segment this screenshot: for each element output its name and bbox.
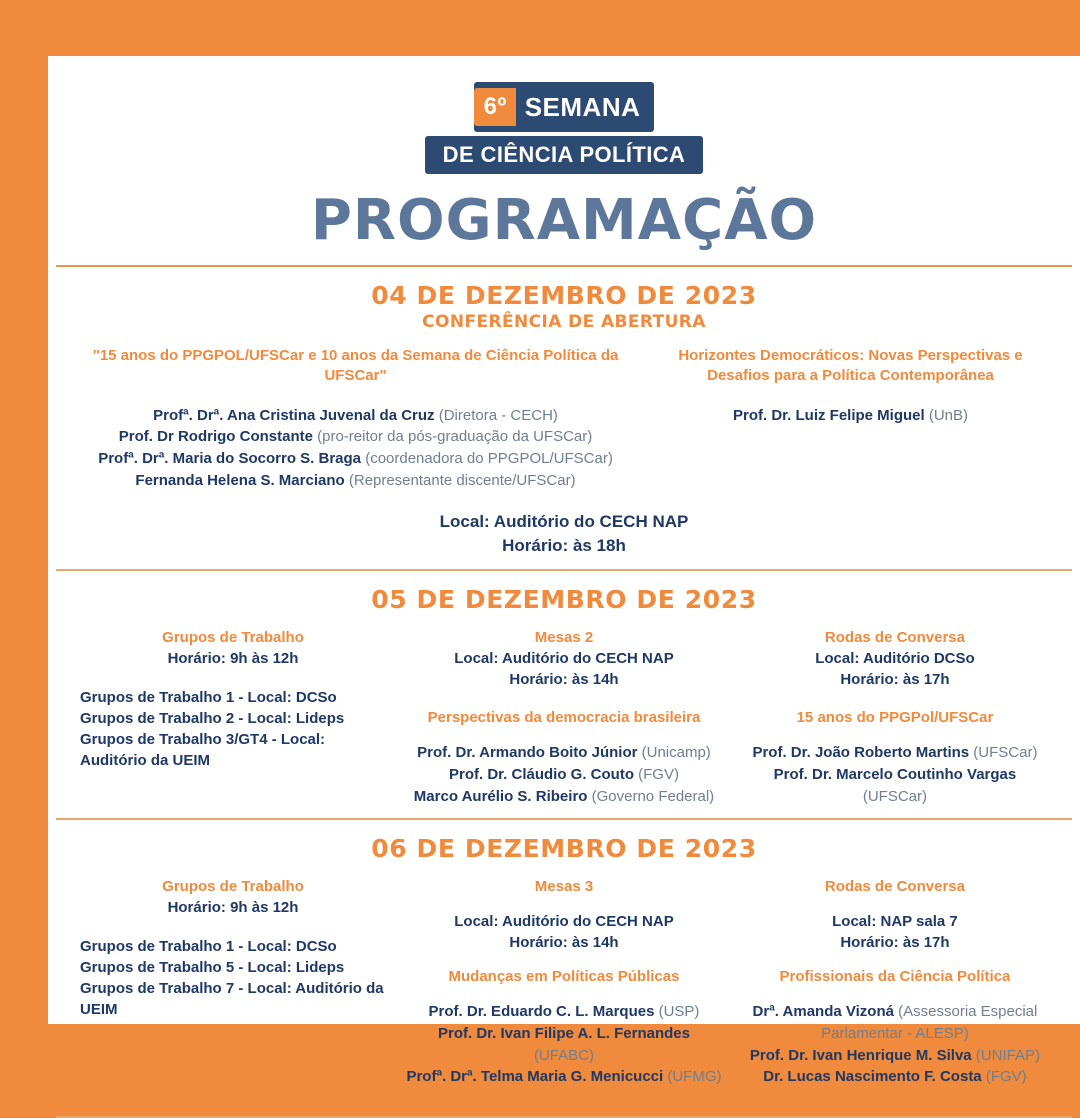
- speaker-affiliation: (FGV): [981, 1068, 1027, 1086]
- speaker-line: [742, 1066, 1048, 1088]
- day-1-date: 04 DE DEZEMBRO DE 2023: [371, 281, 757, 310]
- day-3-date: 06 DE DEZEMBRO DE 2023: [371, 833, 757, 863]
- speaker-affiliation: (UNIFAP): [971, 1046, 1040, 1064]
- speaker-name: Marco Aurélio S. Ribeiro: [413, 787, 588, 805]
- day-2-col-3-time: Horário: às 17h: [840, 671, 950, 689]
- speaker-name: Prof. Dr. Ivan Henrique M. Silva: [749, 1046, 972, 1064]
- speaker-affiliation: (coordenadora do PPGPOL/UFSCar): [361, 450, 613, 467]
- day-3-col-1-heading: Grupos de Trabalho: [162, 877, 304, 895]
- logo-line-1: [474, 82, 655, 132]
- list-item: Grupos de Trabalho 7 - Local: Auditório da UEIM: [80, 979, 384, 1018]
- logo-edition-number: 6º: [474, 88, 516, 126]
- day-2-column-1: [70, 628, 396, 808]
- speaker-affiliation: (UFMG): [663, 1068, 722, 1086]
- day-2-col-2-local: Local: Auditório do CECH NAP: [454, 650, 674, 668]
- list-item: Grupos de Trabalho 1 - Local: DCSo: [80, 689, 337, 707]
- day-1-local: Local: Auditório do CECH NAP: [439, 511, 689, 531]
- day-3-column-2: [396, 877, 732, 1089]
- speaker-line: [742, 1045, 1048, 1067]
- day-1-subtitle: CONFERÊNCIA DE ABERTURA: [422, 312, 706, 332]
- day-2-col-3-heading: Rodas de Conversa: [824, 628, 965, 646]
- logo-word-semana: SEMANA: [524, 92, 641, 122]
- list-item: Grupos de Trabalho 2 - Local: Lideps: [80, 710, 345, 728]
- day-2-column-2: [396, 628, 732, 808]
- speaker-affiliation: (Governo Federal): [587, 787, 715, 805]
- speaker-name: Prof. Dr. João Roberto Martins: [752, 744, 970, 762]
- speaker-name: Prof. Dr. Armando Boito Júnior: [417, 744, 638, 762]
- poster-sheet: [48, 56, 1080, 1086]
- speaker-affiliation: (UnB): [924, 406, 969, 424]
- speaker-line: [406, 764, 722, 786]
- day-1-left-column: [70, 346, 643, 492]
- speaker-line: [78, 426, 633, 448]
- page-title: PROGRAMAÇÃO: [310, 188, 818, 253]
- day-2-date: 05 DE DEZEMBRO DE 2023: [371, 584, 757, 614]
- speaker-affiliation: (FGV): [633, 766, 679, 784]
- speaker-name: Profª. Drª. Telma Maria G. Menicucci: [406, 1068, 664, 1086]
- day-1-right-column: [643, 346, 1058, 492]
- speaker-name: Prof. Dr. Ivan Filipe A. L. Fernandes: [437, 1024, 690, 1042]
- speaker-name: Drª. Amanda Vizoná: [752, 1003, 894, 1021]
- logo-line-2: DE CIÊNCIA POLÍTICA: [425, 136, 704, 174]
- day-3-column-3: [732, 877, 1058, 1089]
- day-2-col-3-topic: 15 anos do PPGPol/UFSCar: [796, 709, 994, 727]
- day-3-col-2-topic: Mudanças em Políticas Públicas: [448, 967, 680, 985]
- day-2-col-1-heading: Grupos de Trabalho: [162, 628, 304, 646]
- speaker-line: [742, 1001, 1048, 1045]
- speaker-line: [78, 470, 633, 492]
- speaker-line: [406, 1023, 722, 1067]
- speaker-line: [406, 1001, 722, 1023]
- day-3-col-3-heading: Rodas de Conversa: [824, 877, 965, 895]
- speaker-name: Prof. Dr. Luiz Felipe Miguel: [732, 406, 925, 424]
- day-block-2: [48, 571, 1080, 818]
- speaker-name: Prof. Dr. Marcelo Coutinho Vargas: [773, 766, 1017, 784]
- list-item: Grupos de Trabalho 5 - Local: Lideps: [80, 958, 345, 976]
- speaker-affiliation: (Representante discente/UFSCar): [344, 471, 576, 489]
- speaker-line: [742, 742, 1048, 764]
- day-2-col-2-topic: Perspectivas da democracia brasileira: [427, 709, 701, 727]
- day-block-1: [48, 267, 1080, 569]
- day-2-col-2-time: Horário: às 14h: [509, 671, 619, 689]
- speaker-line: [78, 448, 633, 470]
- list-item: Grupos de Trabalho 3/GT4 - Local: Auditório da UEIM: [80, 731, 326, 770]
- day-3-col-2-time: Horário: às 14h: [509, 933, 619, 951]
- speaker-line: [406, 742, 722, 764]
- speaker-affiliation: (UFABC): [533, 1046, 594, 1064]
- speaker-affiliation: (USP): [654, 1003, 700, 1021]
- day-3-col-3-time: Horário: às 17h: [840, 933, 950, 951]
- day-3-col-2-local: Local: Auditório do CECH NAP: [454, 912, 674, 930]
- day-3-col-2-heading: Mesas 3: [534, 877, 594, 895]
- day-3-col-3-topic: Profissionais da Ciência Política: [779, 967, 1011, 985]
- speaker-line: [406, 1066, 722, 1088]
- speaker-name: Profª. Drª. Ana Cristina Juvenal da Cruz: [153, 406, 435, 424]
- speaker-line: [742, 764, 1048, 808]
- speaker-affiliation: (Assessoria Especial Parlamentar - ALESP): [821, 1003, 1038, 1042]
- speaker-line: [653, 405, 1048, 427]
- speaker-name: Dr. Lucas Nascimento F. Costa: [763, 1068, 982, 1086]
- speaker-line: [406, 786, 722, 808]
- day-3-col-3-local: Local: NAP sala 7: [832, 912, 958, 930]
- speaker-line: [78, 405, 633, 427]
- day-3-column-1: [70, 877, 396, 1089]
- speaker-affiliation: (UFSCar): [862, 787, 928, 805]
- day-2-col-1-time: Horário: 9h às 12h: [167, 650, 299, 668]
- speaker-name: Fernanda Helena S. Marciano: [135, 471, 345, 489]
- day-1-right-heading: Horizontes Democráticos: Novas Perspectivas e Desafios para a Política Contemporânea: [678, 347, 1023, 385]
- speaker-name: Profª. Drª. Maria do Socorro S. Braga: [98, 450, 362, 467]
- speaker-affiliation: (Diretora - CECH): [434, 406, 558, 424]
- day-1-left-heading: "15 anos do PPGPOL/UFSCar e 10 anos da Semana de Ciência Política da UFSCar": [92, 347, 619, 385]
- speaker-name: Prof. Dr Rodrigo Constante: [118, 428, 313, 446]
- speaker-affiliation: (Unicamp): [637, 744, 711, 762]
- event-logo: [48, 56, 1080, 174]
- day-2-column-3: [732, 628, 1058, 808]
- day-1-horario: Horário: às 18h: [502, 536, 626, 556]
- day-2-col-2-heading: Mesas 2: [534, 628, 594, 646]
- speaker-name: Prof. Dr. Eduardo C. L. Marques: [428, 1003, 655, 1021]
- day-block-3: [48, 820, 1080, 1099]
- speaker-affiliation: (UFSCar): [969, 744, 1038, 762]
- day-3-col-1-time: Horário: 9h às 12h: [167, 898, 299, 916]
- list-item: Grupos de Trabalho 1 - Local: DCSo: [80, 937, 337, 955]
- speaker-name: Prof. Dr. Cláudio G. Couto: [448, 766, 634, 784]
- day-2-col-3-local: Local: Auditório DCSo: [815, 650, 975, 668]
- speaker-affiliation: (pro-reitor da pós-graduação da UFSCar): [312, 428, 593, 446]
- day-1-venue: [70, 510, 1058, 559]
